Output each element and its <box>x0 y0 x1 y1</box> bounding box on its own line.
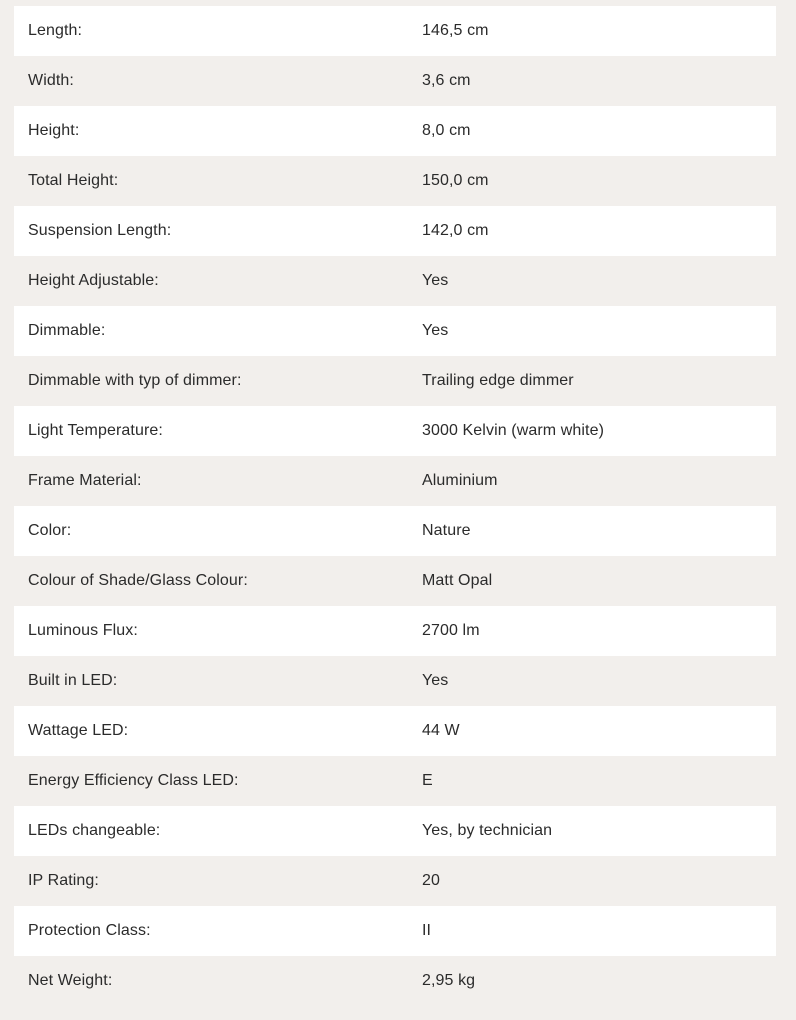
spec-value: Yes <box>422 672 449 689</box>
spec-row-ip-rating <box>14 856 776 906</box>
spec-label: Colour of Shade/Glass Colour: <box>28 572 248 589</box>
spec-value: 8,0 cm <box>422 122 471 139</box>
spec-value: 20 <box>422 872 440 889</box>
spec-label: Built in LED: <box>28 672 118 689</box>
spec-row-length <box>14 6 776 56</box>
spec-label: Suspension Length: <box>28 222 172 239</box>
spec-value: Nature <box>422 522 471 539</box>
spec-row-height-adjustable <box>14 256 776 306</box>
spec-row-color <box>14 506 776 556</box>
spec-label: Wattage LED: <box>28 722 129 739</box>
spec-value: Yes <box>422 272 449 289</box>
spec-value: 3000 Kelvin (warm white) <box>422 422 605 439</box>
spec-row-light-temperature <box>14 406 776 456</box>
spec-table <box>14 6 776 1006</box>
spec-value: 150,0 cm <box>422 172 489 189</box>
spec-value: 44 W <box>422 722 460 739</box>
spec-value: II <box>422 922 432 939</box>
spec-row-dimmer-type <box>14 356 776 406</box>
spec-row-luminous-flux <box>14 606 776 656</box>
spec-label: Light Temperature: <box>28 422 163 439</box>
spec-value: Aluminium <box>422 472 498 489</box>
spec-row-suspension-length <box>14 206 776 256</box>
spec-label: Width: <box>28 72 74 89</box>
spec-row-shade-colour <box>14 556 776 606</box>
spec-row-wattage-led <box>14 706 776 756</box>
spec-label: IP Rating: <box>28 872 99 889</box>
spec-row-built-in-led <box>14 656 776 706</box>
spec-label: Total Height: <box>28 172 119 189</box>
spec-row-dimmable <box>14 306 776 356</box>
spec-value: Matt Opal <box>422 572 493 589</box>
spec-label: Luminous Flux: <box>28 622 138 639</box>
spec-row-energy-class <box>14 756 776 806</box>
spec-row-height <box>14 106 776 156</box>
spec-row-leds-changeable <box>14 806 776 856</box>
spec-label: LEDs changeable: <box>28 822 161 839</box>
spec-label: Dimmable: <box>28 322 106 339</box>
spec-label: Color: <box>28 522 72 539</box>
spec-label: Energy Efficiency Class LED: <box>28 772 239 789</box>
spec-row-net-weight <box>14 956 776 1006</box>
spec-value: 2700 lm <box>422 622 480 639</box>
spec-value: Yes <box>422 322 449 339</box>
spec-value: Yes, by technician <box>422 822 553 839</box>
spec-label: Protection Class: <box>28 922 151 939</box>
spec-label: Frame Material: <box>28 472 142 489</box>
spec-label: Net Weight: <box>28 972 113 989</box>
spec-value: 2,95 kg <box>422 972 476 989</box>
spec-label: Height: <box>28 122 80 139</box>
spec-row-total-height <box>14 156 776 206</box>
spec-value: 3,6 cm <box>422 72 471 89</box>
spec-row-protection-class <box>14 906 776 956</box>
spec-label: Length: <box>28 22 83 39</box>
spec-label: Height Adjustable: <box>28 272 159 289</box>
spec-row-frame-material <box>14 456 776 506</box>
spec-value: 142,0 cm <box>422 222 489 239</box>
spec-value: E <box>422 772 433 789</box>
spec-row-width <box>14 56 776 106</box>
spec-value: 146,5 cm <box>422 22 489 39</box>
spec-value: Trailing edge dimmer <box>422 372 574 389</box>
spec-label: Dimmable with typ of dimmer: <box>28 372 242 389</box>
